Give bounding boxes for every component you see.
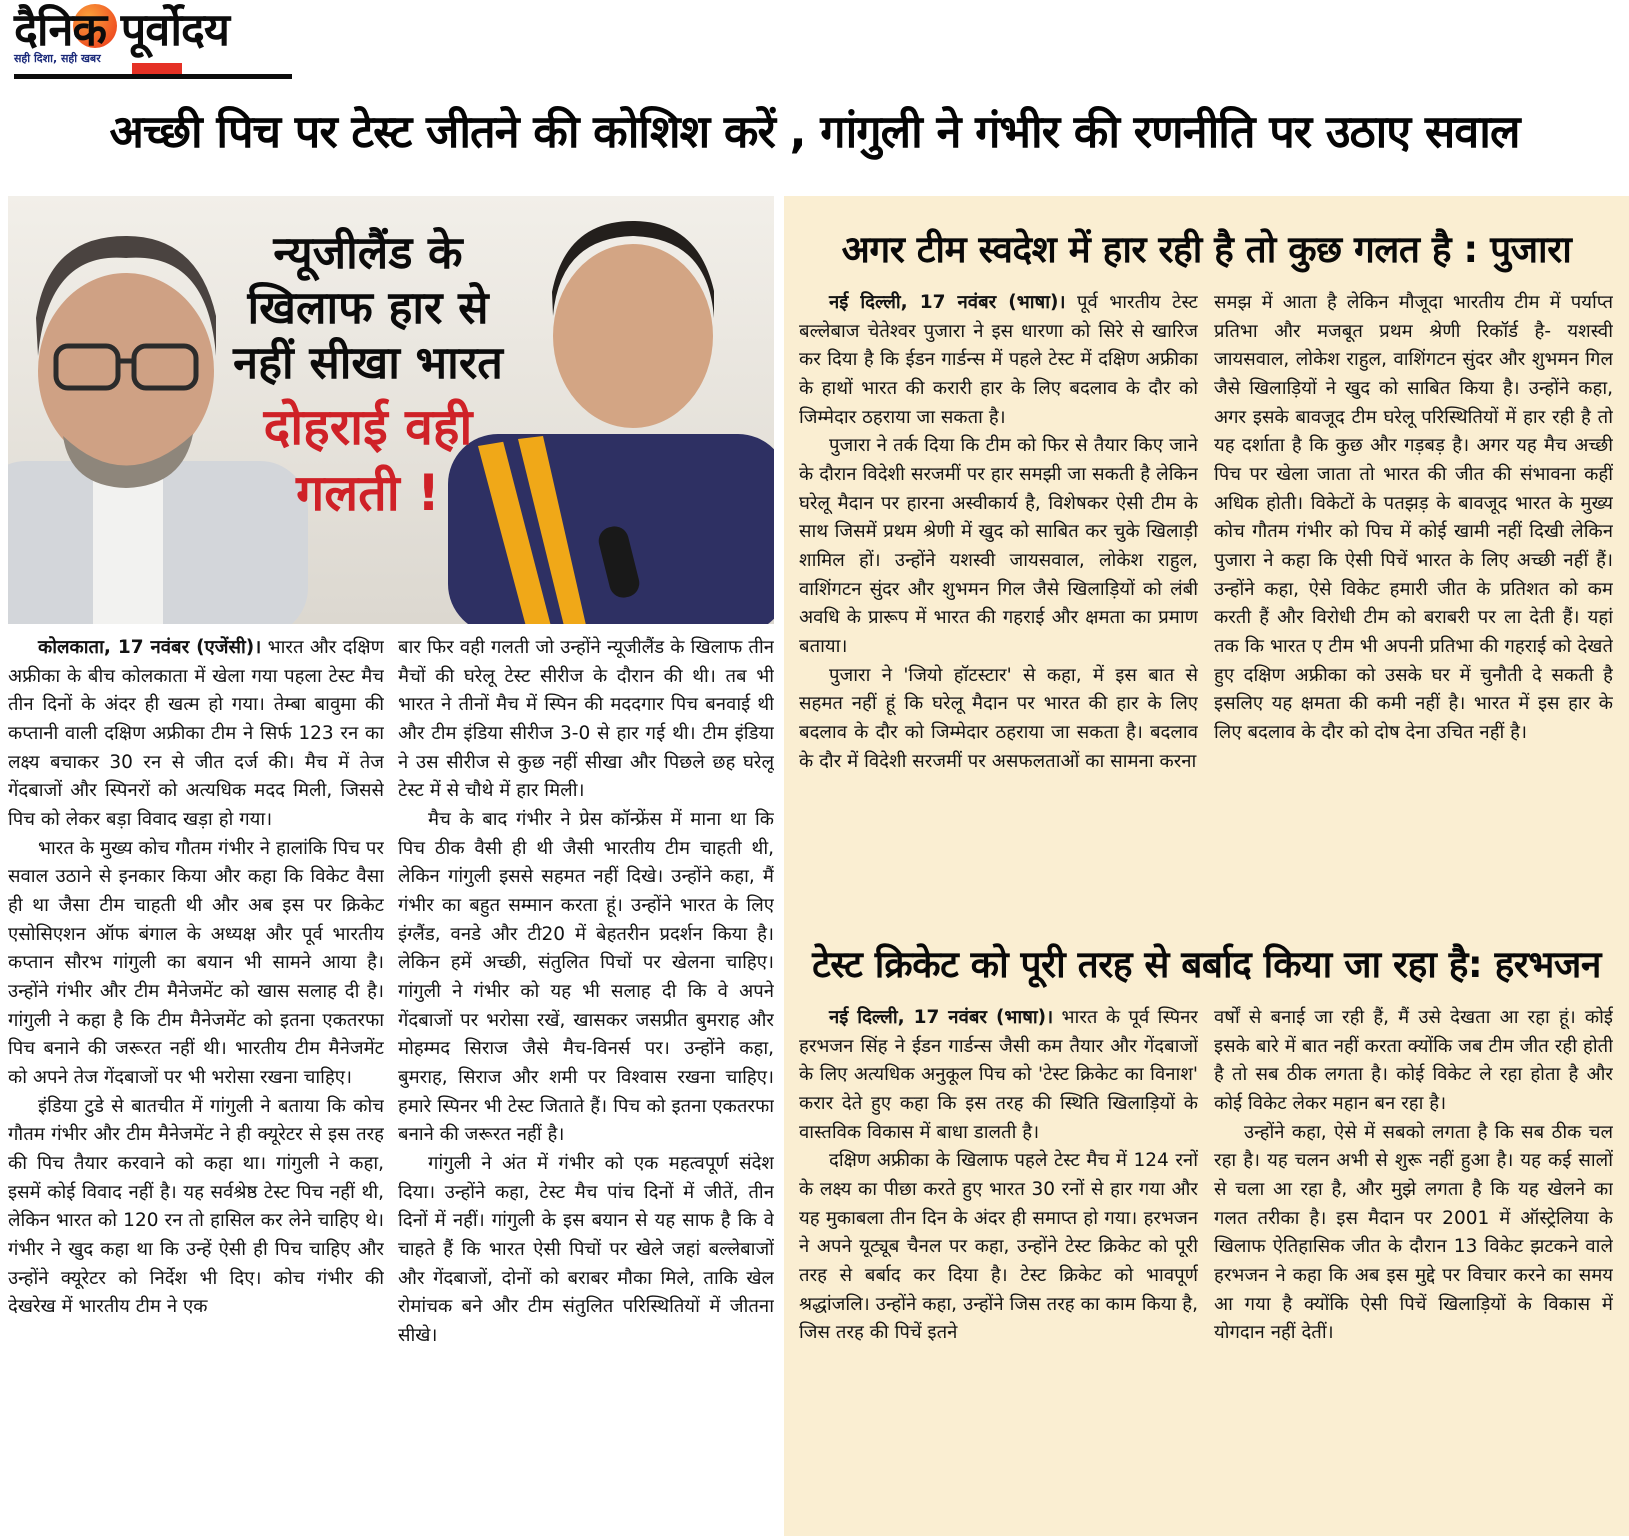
harbhajan-article-body bbox=[784, 1004, 1629, 1512]
paragraph: इंडिया टुडे से बातचीत में गांगुली ने बताया कि कोच गौतम गंभीर और टीम मैनेजमेंट ने ही क्यूरेटर से इस तरह की पिच तैयार करवाने को कहा था। गांगुली ने कहा, इसमें कोई विवाद नहीं है। यह सर्वश्रेष्ठ टेस्ट पिच नहीं थी, लेकिन भारत को 120 रन तो हासिल कर लेने चाहिए थे। गंभीर ने खुद कहा था कि उन्हें ऐसी ही पिच चाहिए और उन्होंने क्यूरेटर को निर्देश भी दिए। कोच गंभीर की देखरेख में भारतीय टीम ने एक bbox=[8, 1095, 384, 1318]
pujara-column-2 bbox=[1214, 289, 1613, 917]
logo bbox=[14, 3, 233, 66]
paragraph: मैच के बाद गंभीर ने प्रेस कॉन्फ्रेंस में माना था कि पिच ठीक वैसी ही थी जैसी भारतीय टीम चाहती थी, लेकिन गांगुली इससे सहमत नहीं दिखे। उन्होंने कहा, मैं गंभीर का बहुत सम्मान करता हूं। उन्होंने भारत के लिए इंग्लैंड, वनडे और टी20 में बेहतरीन प्रदर्शन किया है। लेकिन हमें अच्छी, संतुलित पिचों पर खेलना चाहिए। गांगुली ने गंभीर को यह भी सलाह दी कि वे अपने गेंदबाजों पर भरोसा रखें, खासकर जसप्रीत बुमराह और मोहम्मद सिराज जैसे मैच-विनर्स पर। उन्होंने कहा, बुमराह, सिराज और शमी पर विश्वास रखना चाहिए। हमारे स्पिनर भी टेस्ट जिताते हैं। पिच को इतना एकतरफा बनाने की जरूरत नहीं है। bbox=[398, 809, 774, 1146]
dateline: नई दिल्ली, 17 नवंबर (भाषा)। bbox=[829, 1007, 1054, 1028]
press-conference-photo bbox=[8, 196, 774, 624]
masthead-rule bbox=[14, 74, 292, 79]
dateline: कोलकाता, 17 नवंबर (एजेंसी)। bbox=[38, 637, 262, 658]
paragraph: पुजारा ने 'जियो हॉटस्टार' से कहा, में इस बात से सहमत नहीं हूं कि घरेलू मैदान पर भारत की हार के लिए बदलाव के दौर को जिम्मेदार ठहराया जा सकता है। बदलाव के दौर में विदेशी सरजमीं पर असफलताओं का सामना करना bbox=[799, 664, 1198, 772]
pujara-column-1 bbox=[799, 289, 1198, 917]
paragraph: भारत के मुख्य कोच गौतम गंभीर ने हालांकि पिच पर सवाल उठाने से इनकार किया और कहा कि विकेट वैसा ही था जैसा टीम चाहती थी और अब इस पर क्रिकेट एसोसिएशन ऑफ बंगाल के अध्यक्ष और पूर्व भारतीय कप्तान सौरभ गांगुली का बयान भी सामने आया है। उन्होंने गंभीर और टीम मैनेजमेंट को खास सलाह दी है। गांगुली ने कहा है कि टीम मैनेजमेंट को इतना एकतरफा पिच बनाने की जरूरत नहीं थी। भारतीय टीम मैनेजमेंट को अपने तेज गेंदबाजों पर भी भरोसा रखना चाहिए। bbox=[8, 837, 384, 1089]
ganguly-column-1 bbox=[8, 634, 384, 1532]
harbhajan-column-2 bbox=[1214, 1004, 1613, 1512]
ganguly-article-block bbox=[8, 196, 774, 1532]
paragraph: गांगुली ने अंत में गंभीर को एक महत्वपूर्ण संदेश दिया। उन्होंने कहा, टेस्ट मैच पांच दिनों में जीतें, तीन दिनों में नहीं। गांगुली के इस बयान से यह साफ है कि वे चाहते हैं कि भारत ऐसी पिचों पर खेले जहां बल्लेबाजों और गेंदबाजों, दोनों को बराबर मौका मिले, ताकि खेल रोमांचक बने और टीम संतुलित परिस्थितियों में जीतना सीखे। bbox=[398, 1153, 774, 1347]
paragraph: उन्होंने कहा, ऐसे में सबको लगता है कि सब ठीक चल रहा है। यह चलन अभी से शुरू नहीं हुआ है। यह कई सालों से चला आ रहा है, और मुझे लगता है कि यह खेलने का गलत तरीका है। इस मैदान पर 2001 में ऑस्ट्रेलिया के खिलाफ ऐतिहासिक जीत के दौरान 13 विकेट झटकने वाले हरभजन ने कहा कि अब इस मुद्दे पर विचार करने का समय आ गया है क्योंकि ऐसी पिचें खिलाड़ियों के विकास में योगदान नहीं देतीं। bbox=[1214, 1121, 1613, 1344]
paragraph: नई दिल्ली, 17 नवंबर (भाषा)। पूर्व भारतीय टेस्ट बल्लेबाज चेतेश्वर पुजारा ने इस धारणा को सिरे से खारिज कर दिया है कि ईडन गार्डन्स में पहले टेस्ट में दक्षिण अफ्रीका के हाथों भारत की करारी हार के लिए बदलाव के दौर को जिम्मेदार ठहराया जा सकता है। bbox=[799, 292, 1198, 428]
paragraph: पुजारा ने तर्क दिया कि टीम को फिर से तैयार किए जाने के दौरान विदेशी सरजमीं पर हार समझी जा सकती है लेकिन घरेलू मैदान पर हारना अस्वीकार्य है, विशेषकर ऐसी टीम के साथ जिसमें प्रथम श्रेणी में खुद को साबित कर चुके खिलाड़ी शामिल हों। उन्होंने यशस्वी जायसवाल, लोकेश राहुल, वाशिंगटन सुंदर और शुभमन गिल जैसे खिलाड़ियों को लंबी अवधि के प्रारूप में भारत की गहराई और क्षमता का प्रमाण बताया। bbox=[799, 435, 1198, 658]
overlay-black-text: न्यूजीलैंड के खिलाफ हार से नहीं सीखा भारत bbox=[233, 226, 503, 389]
paragraph: कोलकाता, 17 नवंबर (एजेंसी)। भारत और दक्षिण अफ्रीका के बीच कोलकाता में खेला गया पहला टेस्ट मैच तीन दिनों के अंदर ही खत्म हो गया। तेम्बा बावुमा की कप्तानी वाली दक्षिण अफ्रीका टीम ने सिर्फ 123 रन का लक्ष्य बचाकर 30 रन से जीत दर्ज की। मैच में तेज गेंदबाजों और स्पिनरों को अत्यधिक मदद मिली, जिससे पिच को लेकर बड़ा विवाद खड़ा हो गया। bbox=[8, 637, 384, 831]
ganguly-column-2 bbox=[398, 634, 774, 1532]
paragraph: नई दिल्ली, 17 नवंबर (भाषा)। भारत के पूर्व स्पिनर हरभजन सिंह ने ईडन गार्डन्स जैसी कम तैयार और गेंदबाजों के लिए अत्यधिक अनुकूल पिच को 'टेस्ट क्रिकेट का विनाश' करार देते हुए कहा कि इस तरह की स्थिति खिलाड़ियों के वास्तविक विकास में बाधा डालती है। bbox=[799, 1007, 1198, 1143]
overlay-red-text: दोहराई वही गलती ! bbox=[263, 397, 473, 522]
main-headline: अच्छी पिच पर टेस्ट जीतने की कोशिश करें , गांगुली ने गंभीर की रणनीति पर उठाए सवाल bbox=[109, 105, 1520, 158]
masthead bbox=[14, 3, 434, 79]
pujara-headline: अगर टीम स्वदेश में हार रही है तो कुछ गलत है : पुजारा bbox=[841, 228, 1572, 271]
masthead-tagline: सही दिशा, सही खबर bbox=[14, 52, 101, 66]
newspaper-title: दैनिक पूर्वोदय bbox=[14, 3, 229, 56]
paragraph: वर्षों से बनाई जा रही हैं, मैं उसे देखता आ रहा हूं। कोई इसके बारे में बात नहीं करता क्योंकि जब टीम जीत रही होती है तो सब ठीक लगता है। कोई विकेट ले रहा होता है और कोई विकेट लेकर महान बन रहा है। bbox=[1214, 1007, 1613, 1115]
paragraph: बार फिर वही गलती जो उन्होंने न्यूजीलैंड के खिलाफ तीन मैचों की घरेलू टेस्ट सीरीज के दौरान की थी। तब भी भारत ने तीनों मैच में स्पिन की मददगार पिच बनवाई थी और टीम इंडिया सीरीज 3-0 से हार गई थी। टीम इंडिया ने उस सीरीज से कुछ नहीं सीखा और पिछले छह घरेलू टेस्ट में से चौथे में हार मिली। bbox=[398, 637, 774, 802]
pujara-article-body bbox=[784, 289, 1629, 917]
masthead-red-strip bbox=[132, 63, 182, 74]
dateline: नई दिल्ली, 17 नवंबर (भाषा)। bbox=[829, 292, 1066, 313]
harbhajan-column-1 bbox=[799, 1004, 1198, 1512]
paragraph: दक्षिण अफ्रीका के खिलाफ पहले टेस्ट मैच में 124 रनों के लक्ष्य का पीछा करते हुए भारत 30 रनों से हार गया और यह मुकाबला तीन दिन के अंदर ही समाप्त हो गया। हरभजन ने अपने यूट्यूब चैनल पर कहा, उन्होंने टेस्ट क्रिकेट को पूरी तरह से बर्बाद कर दिया है। टेस्ट क्रिकेट को भावपूर्ण श्रद्धांजलि। उन्होंने कहा, उन्होंने जिस तरह का काम किया है, जिस तरह की पिचें इतने bbox=[799, 1150, 1198, 1344]
right-panel bbox=[784, 196, 1629, 1536]
ganguly-article-body bbox=[8, 634, 774, 1532]
photo-overlay-text bbox=[233, 226, 503, 523]
paragraph: समझ में आता है लेकिन मौजूदा भारतीय टीम में पर्याप्त प्रतिभा और मजबूत प्रथम श्रेणी रिकॉर्ड है- यशस्वी जायसवाल, लोकेश राहुल, वाशिंगटन सुंदर और शुभमन गिल जैसे खिलाड़ियों ने खुद को साबित किया है। उन्होंने कहा, अगर इसके बावजूद टीम घरेलू परिस्थितियों में हार रही है तो यह दर्शाता है कि कुछ और गड़बड़ है। अगर यह मैच अच्छी पिच पर खेला जाता तो भारत की जीत की संभावना कहीं अधिक होती। विकेटों के पतझड़ के बावजूद भारत के मुख्य कोच गौतम गंभीर को पिच में कोई खामी नहीं दिखी लेकिन पुजारा ने कहा कि ऐसी पिचें भारत के लिए अच्छी नहीं हैं। उन्होंने कहा, ऐसे विकेट हमारी जीत के प्रतिशत को कम करती हैं और विरोधी टीम को बराबरी पर ला देती हैं। यहां तक कि भारत ए टीम भी अपनी प्रतिभा की गहराई को देखते हुए दक्षिण अफ्रीका को उसके घर में चुनौती दे सकती है इसलिए यह क्षमता की कमी नहीं है। भारत में इस हार के लिए बदलाव के दौर को दोष देना उचित नहीं है। bbox=[1214, 292, 1613, 744]
harbhajan-headline: टेस्ट क्रिकेट को पूरी तरह से बर्बाद किया जा रहा है: हरभजन bbox=[812, 943, 1601, 986]
